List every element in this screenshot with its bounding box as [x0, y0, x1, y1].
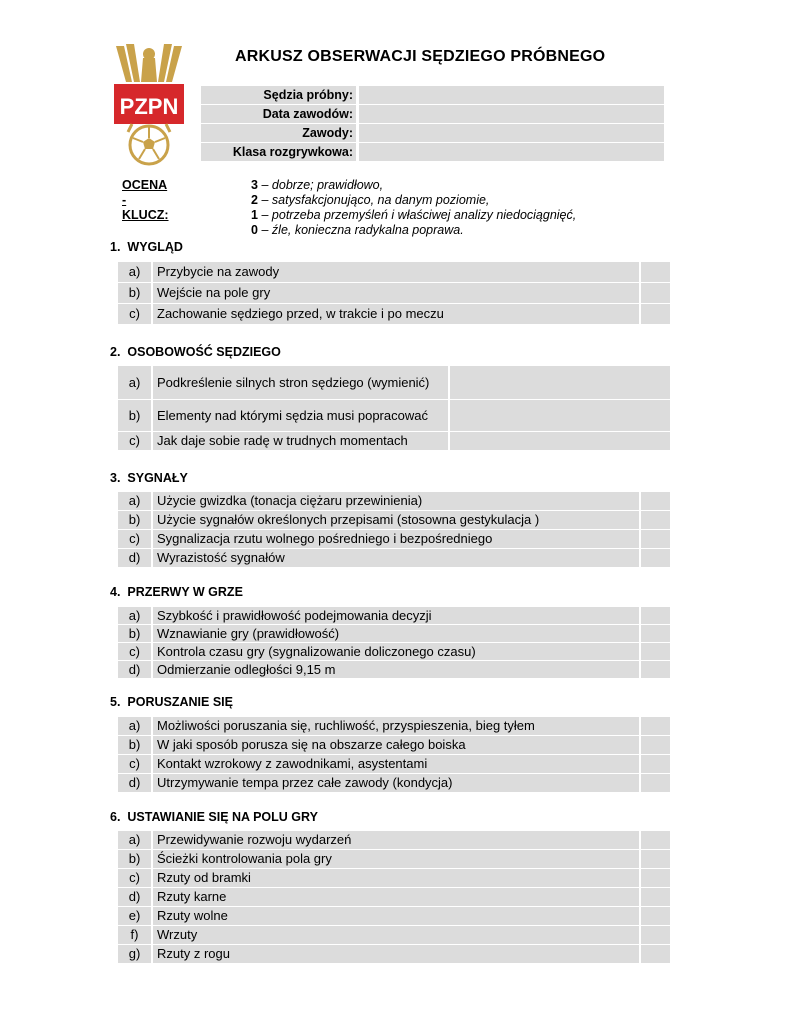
table-row: c) Kontakt wzrokowy z zawodnikami, asystentami: [118, 755, 670, 773]
table-row: b) Wejście na pole gry: [118, 283, 670, 303]
header-row: [201, 143, 664, 161]
key-item: [246, 193, 489, 208]
field-label: Data zawodów:: [201, 105, 356, 123]
table-row: f) Wrzuty: [118, 926, 670, 944]
referee-name-field[interactable]: [359, 86, 664, 104]
header-row: [201, 105, 664, 123]
league-class-field[interactable]: [359, 143, 664, 161]
table-row: b) Użycie sygnałów określonych przepisami (stosowna gestykulacja ): [118, 511, 670, 529]
header-row: [201, 124, 664, 142]
table-row: a) Przewidywanie rozwoju wydarzeń: [118, 831, 670, 849]
table-row: c) Sygnalizacja rzutu wolnego pośredniego i bezpośredniego: [118, 530, 670, 548]
score-cell[interactable]: [641, 304, 670, 324]
score-cell[interactable]: [641, 717, 670, 735]
section-heading: 3. SYGNAŁY: [110, 471, 188, 485]
table-row: c) Kontrola czasu gry (sygnalizowanie doliczonego czasu): [118, 643, 670, 660]
score-cell[interactable]: [641, 736, 670, 754]
key-dash: –: [261, 208, 269, 222]
score-cell[interactable]: [641, 607, 670, 624]
key-item: [246, 208, 576, 223]
comment-cell[interactable]: [450, 432, 670, 450]
score-cell[interactable]: [641, 755, 670, 773]
score-cell[interactable]: [641, 262, 670, 282]
section-heading: 1. WYGLĄD: [110, 240, 183, 254]
table-row: c) Zachowanie sędziego przed, w trakcie i po meczu: [118, 304, 670, 324]
key-item: [246, 223, 464, 238]
key-score: 3: [251, 178, 258, 192]
score-cell[interactable]: [641, 869, 670, 887]
key-dash: –: [261, 178, 269, 192]
score-cell[interactable]: [641, 831, 670, 849]
score-cell[interactable]: [641, 850, 670, 868]
table-row: b) Ścieżki kontrolowania pola gry: [118, 850, 670, 868]
table-row: g) Rzuty z rogu: [118, 945, 670, 963]
score-cell[interactable]: [641, 530, 670, 548]
key-text: dobrze; prawidłowo,: [271, 178, 384, 192]
match-date-field[interactable]: [359, 105, 664, 123]
table-row: b) Wznawianie gry (prawidłowość): [118, 625, 670, 642]
score-cell[interactable]: [641, 945, 670, 963]
table-row: d) Odmierzanie odległości 9,15 m: [118, 661, 670, 678]
score-cell[interactable]: [641, 888, 670, 906]
score-cell[interactable]: [641, 283, 670, 303]
section-table: [118, 717, 670, 793]
field-label: Zawody:: [201, 124, 356, 142]
score-cell[interactable]: [641, 661, 670, 678]
field-label: Sędzia próbny:: [201, 86, 356, 104]
key-text: satysfakcjonująco, na danym poziomie,: [271, 193, 490, 207]
header-row: [201, 86, 664, 104]
key-score: 2: [251, 193, 258, 207]
score-cell[interactable]: [641, 643, 670, 660]
table-row: d) Wyrazistość sygnałów: [118, 549, 670, 567]
score-cell[interactable]: [641, 511, 670, 529]
table-row: b) Elementy nad którymi sędzia musi popracować: [118, 400, 670, 431]
key-dash: –: [261, 223, 269, 237]
table-row: a) Użycie gwizdka (tonacja ciężaru przewinienia): [118, 492, 670, 510]
key-score: 1: [251, 208, 258, 222]
table-row: e) Rzuty wolne: [118, 907, 670, 925]
section-table: [118, 831, 670, 964]
key-text: źle, konieczna radykalna poprawa.: [271, 223, 464, 237]
score-cell[interactable]: [641, 625, 670, 642]
section-heading: 4. PRZERWY W GRZE: [110, 585, 243, 599]
field-label: Klasa rozgrywkowa:: [201, 143, 356, 161]
table-row: d) Rzuty karne: [118, 888, 670, 906]
key-score: 0: [251, 223, 258, 237]
comment-cell[interactable]: [450, 400, 670, 431]
section-table: [118, 262, 670, 325]
section-table: [118, 607, 670, 679]
score-cell[interactable]: [641, 774, 670, 792]
table-row: c) Rzuty od bramki: [118, 869, 670, 887]
table-row: d) Utrzymywanie tempa przez całe zawody (kondycja): [118, 774, 670, 792]
header-fields: [201, 86, 664, 162]
table-row: c) Jak daje sobie radę w trudnych momentach: [118, 432, 670, 450]
score-cell[interactable]: [641, 492, 670, 510]
key-text: potrzeba przemyśleń i właściwej analizy niedociągnięć,: [271, 208, 577, 222]
section-table: [118, 366, 670, 451]
table-row: a) Możliwości poruszania się, ruchliwość, przyspieszenia, bieg tyłem: [118, 717, 670, 735]
score-cell[interactable]: [641, 926, 670, 944]
table-row: a) Podkreślenie silnych stron sędziego (wymienić): [118, 366, 670, 399]
comment-cell[interactable]: [450, 366, 670, 399]
key-dash: –: [261, 193, 269, 207]
section-heading: 2. OSOBOWOŚĆ SĘDZIEGO: [110, 345, 281, 359]
match-field[interactable]: [359, 124, 664, 142]
score-cell[interactable]: [641, 549, 670, 567]
score-cell[interactable]: [641, 907, 670, 925]
table-row: a) Przybycie na zawody: [118, 262, 670, 282]
table-row: a) Szybkość i prawidłowość podejmowania decyzji: [118, 607, 670, 624]
section-heading: 5. PORUSZANIE SIĘ: [110, 695, 233, 709]
key-item: [246, 178, 383, 193]
page-title: ARKUSZ OBSERWACJI SĘDZIEGO PRÓBNEGO: [235, 48, 606, 65]
logo-text: PZPN: [119, 94, 179, 119]
rating-key-title: OCENA - KLUCZ:: [122, 178, 169, 222]
section-table: [118, 492, 670, 568]
pzpn-logo: [112, 42, 186, 166]
table-row: b) W jaki sposób porusza się na obszarze całego boiska: [118, 736, 670, 754]
section-heading: 6. USTAWIANIE SIĘ NA POLU GRY: [110, 810, 318, 824]
